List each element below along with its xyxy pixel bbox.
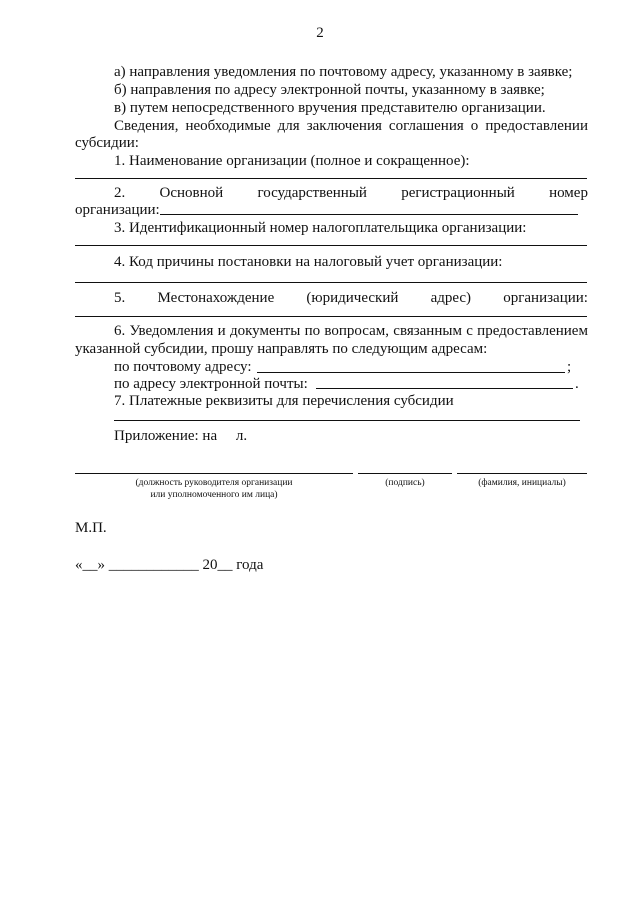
info-intro-line2: субсидии: (75, 135, 139, 151)
field-5-line[interactable] (75, 316, 587, 317)
delivery-method-a: а) направления уведомления по почтовому адресу, указанному в заявке; (114, 64, 573, 80)
field-2-cont: организации: (75, 202, 160, 218)
name-caption: (фамилия, инициалы) (478, 478, 566, 488)
date-close-quote: » (97, 557, 105, 573)
position-caption-2: или уполномоченного им лица) (150, 490, 278, 500)
signature-line[interactable] (358, 473, 452, 474)
date-year-blank[interactable]: __ (217, 557, 233, 573)
word: Местонахождение (157, 290, 275, 306)
field-5-label (114, 289, 588, 307)
delivery-method-b: б) направления по адресу электронной почты, указанному в заявке; (114, 82, 545, 98)
word: 2. (114, 185, 126, 201)
date-line[interactable] (75, 556, 263, 574)
postal-address-line[interactable] (257, 372, 565, 373)
delivery-method-c: в) путем непосредственного вручения представителю организации. (114, 100, 546, 116)
date-month-blank[interactable]: ____________ (108, 557, 199, 573)
word: необходимые (185, 118, 271, 134)
word: вопросам, (324, 323, 389, 339)
email-address-end: . (575, 376, 579, 392)
field-3-line[interactable] (75, 245, 587, 246)
word: номер (549, 185, 588, 201)
email-address-label: по адресу электронной почты: (114, 376, 308, 392)
field-3-label: 3. Идентификационный номер налогоплательщика организации: (114, 220, 527, 236)
word: предоставлением (477, 323, 588, 339)
field-1-line[interactable] (75, 178, 587, 179)
word: организации: (503, 290, 588, 306)
email-address-line[interactable] (316, 388, 573, 389)
word: 5. (114, 290, 126, 306)
field-7-label: 7. Платежные реквизиты для перечисления субсидии (114, 393, 454, 409)
date-day-blank[interactable]: __ (82, 557, 98, 573)
word: соглашения (388, 118, 464, 134)
word: Основной (159, 185, 224, 201)
date-suffix: года (236, 557, 264, 573)
word: Уведомления (129, 323, 214, 339)
date-open-quote: « (75, 557, 83, 573)
date-year-prefix: 20 (202, 557, 218, 573)
field-1-label: 1. Наименование организации (полное и сокращенное): (114, 153, 470, 169)
word: (юридический (306, 290, 399, 306)
word: и (217, 323, 226, 339)
word: 6. (114, 323, 126, 339)
page-number: 2 (316, 25, 324, 41)
word: государственный (257, 185, 367, 201)
postal-address-label: по почтовому адресу: (114, 359, 252, 375)
attachment: Приложение: на л. (114, 428, 248, 444)
word: предоставлении (485, 118, 588, 134)
word: для (277, 118, 300, 134)
field-6-line1 (114, 322, 588, 340)
signature-caption: (подпись) (385, 478, 425, 488)
stamp-place: М.П. (75, 520, 107, 536)
postal-address-end: ; (567, 359, 572, 375)
word: с (466, 323, 473, 339)
info-intro-line1 (114, 117, 588, 135)
field-2-label (114, 184, 588, 202)
word: регистрационный (401, 185, 515, 201)
word: адрес) (430, 290, 472, 306)
word: о (470, 118, 479, 134)
field-4-line[interactable] (75, 282, 587, 283)
position-caption-1: (должность руководителя организации (135, 478, 293, 488)
name-line[interactable] (457, 473, 587, 474)
word: заключения (306, 118, 382, 134)
word: документы (229, 323, 301, 339)
word: связанным (393, 323, 462, 339)
word: Сведения, (114, 118, 179, 134)
field-6-line2: указанной субсидии, прошу направлять по следующим адресам: (75, 341, 488, 357)
word: по (304, 323, 321, 339)
field-4-label: 4. Код причины постановки на налоговый учет организации: (114, 254, 503, 270)
position-line[interactable] (75, 473, 353, 474)
field-2-line[interactable] (160, 214, 578, 215)
field-7-line[interactable] (114, 420, 580, 421)
